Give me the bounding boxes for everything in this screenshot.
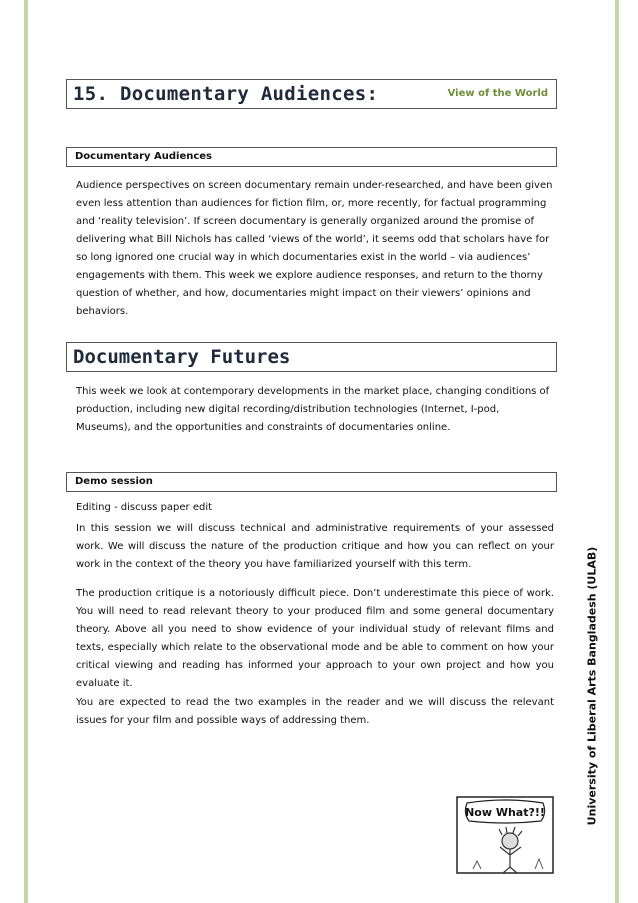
section-heading-demo: Demo session bbox=[75, 476, 153, 487]
audiences-paragraph: Audience perspectives on screen documentary remain under-researched, and have been given even less attention than audiences for fiction film, or, more recently, for factual programming and ‘reality television’. If screen documentary is generally organized around the promise of delivering what Bill Nichols has called ‘views of the world’, it seems odd that scholars have for so long ignored one crucial way in which documentaries exist in the world – via audiences’ engagements with them. This week we explore audience responses, and return to the thorny question of whether, and how, documentaries might impact on their viewers’ opinions and behaviors. bbox=[76, 180, 553, 317]
section-heading-audiences: Documentary Audiences bbox=[75, 151, 213, 162]
page-title-box bbox=[66, 79, 557, 109]
page-title: 15. Documentary Audiences: bbox=[73, 83, 379, 105]
demo-subheading: Editing - discuss paper edit bbox=[76, 502, 213, 513]
section-heading-demo-box bbox=[66, 472, 557, 492]
now-what-cartoon bbox=[455, 795, 555, 875]
section-heading-audiences-box bbox=[66, 147, 557, 167]
university-side-text: University of Liberal Arts Bangladesh (ULAB) bbox=[585, 546, 599, 826]
demo-paragraph-2: The production critique is a notoriously difficult piece. Don’t underestimate this piece of work. You will need to read relevant theory to your produced film and some general documentary theory. Above all you need to show evidence of your individual study of relevant films and texts, especially which relate to the observational mode and be able to comment on how your critical viewing and reading has informed your approach to your own project and how you evaluate it. bbox=[76, 588, 554, 689]
demo-paragraph-1: In this session we will discuss technical and administrative requirements of your assessed work. We will discuss the nature of the production critique and how you can reflect on your work in the context of the theory you have familiarized yourself with this term. bbox=[76, 523, 554, 570]
section-heading-futures: Documentary Futures bbox=[73, 346, 291, 368]
cartoon-caption: Now What?!! bbox=[465, 806, 545, 819]
demo-paragraph-3: You are expected to read the two examples in the reader and we will discuss the relevant issues for your film and possible ways of addressing them. bbox=[76, 697, 554, 726]
page-subtitle: View of the World bbox=[447, 88, 548, 99]
section-heading-futures-box bbox=[66, 342, 557, 372]
left-margin-bar bbox=[24, 0, 28, 903]
right-margin-bar bbox=[615, 0, 619, 903]
futures-paragraph: This week we look at contemporary developments in the market place, changing conditions of production, including new digital recording/distribution technologies (Internet, I-pod, Museums), and the opportunities and constraints of documentaries online. bbox=[76, 386, 550, 433]
university-side-label bbox=[582, 548, 602, 824]
